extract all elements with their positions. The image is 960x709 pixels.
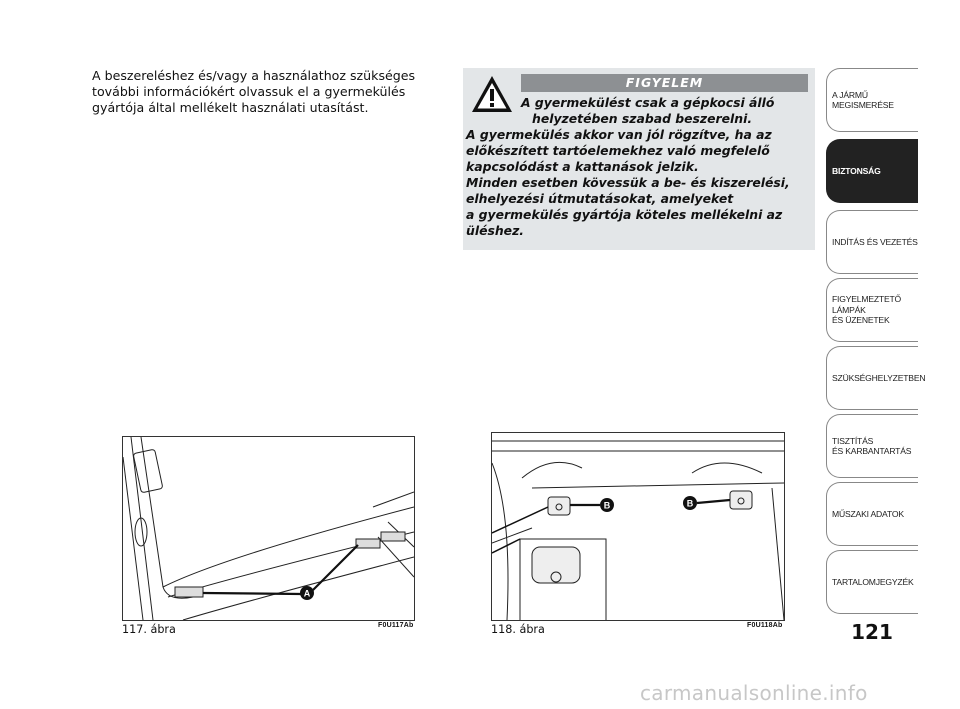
tab-label: TISZTÍTÁS ÉS KARBANTARTÁS (832, 435, 912, 456)
warning-line: A gyermekülést csak a gépkocsi álló (521, 95, 775, 110)
intro-line: további információkért olvassuk el a gyermekülés (92, 84, 406, 99)
intro-line: A beszereléshez és/vagy a használathoz szükséges (92, 68, 416, 83)
warning-line: elhelyezési útmutatásokat, amelyeket (466, 191, 734, 206)
tab-muszaki-adatok[interactable] (826, 482, 918, 546)
tab-label: BIZTONSÁG (832, 165, 881, 176)
tab-tartalomjegyzek[interactable] (826, 550, 918, 614)
warning-line: Minden esetben kövessük a be- és kiszerelési, (466, 175, 790, 190)
figure-118-image (491, 432, 785, 621)
figure-118-label-b: B (686, 498, 694, 509)
tab-biztonsag[interactable] (826, 139, 918, 203)
figure-117-code: F0U117Ab (378, 622, 414, 629)
intro-paragraph (92, 68, 432, 116)
figure-117-label-a: A (303, 588, 311, 599)
warning-line: kapcsolódást a kattanások jelzik. (466, 159, 699, 174)
tab-label: A JÁRMŰ MEGISMERÉSE (832, 89, 894, 110)
figure-118-label-b: B (603, 500, 611, 511)
figure-118-caption: 118. ábra (491, 623, 545, 636)
tab-label: INDÍTÁS ÉS VEZETÉS (832, 236, 918, 247)
tab-label: FIGYELMEZTETŐ LÁMPÁK ÉS ÜZENETEK (832, 294, 902, 326)
watermark: carmanualsonline.info (640, 681, 868, 705)
tab-szukseghelyzetben[interactable] (826, 346, 926, 410)
warning-line: A gyermekülés akkor van jól rögzítve, ha az (466, 127, 772, 142)
warning-line: helyzetében szabad beszerelni. (532, 111, 753, 126)
tab-jarmu-megismerese[interactable] (826, 68, 918, 132)
tab-inditas-es-vezetes[interactable] (826, 210, 918, 274)
warning-title: FIGYELEM (521, 74, 808, 92)
page-number: 121 (851, 620, 893, 644)
figure-118-code: F0U118Ab (747, 622, 783, 629)
tab-label: MŰSZAKI ADATOK (832, 508, 904, 519)
warning-triangle-icon (470, 74, 514, 114)
intro-line: gyártója által mellékelt használati utasítást. (92, 100, 369, 115)
tab-label: TARTALOMJEGYZÉK (832, 576, 914, 587)
warning-line: a gyermekülés gyártója köteles mellékelni az (466, 207, 783, 222)
tab-label: SZÜKSÉGHELYZETBEN (832, 372, 926, 383)
figure-117-image (122, 436, 415, 621)
warning-line: üléshez. (466, 223, 524, 238)
warning-line: előkészített tartóelemekhez való megfelelő (466, 143, 770, 158)
tab-figyelmezteto-lampak[interactable] (826, 278, 918, 342)
figure-117-caption: 117. ábra (122, 623, 176, 636)
tab-tisztitas-es-karbantartas[interactable] (826, 414, 918, 478)
